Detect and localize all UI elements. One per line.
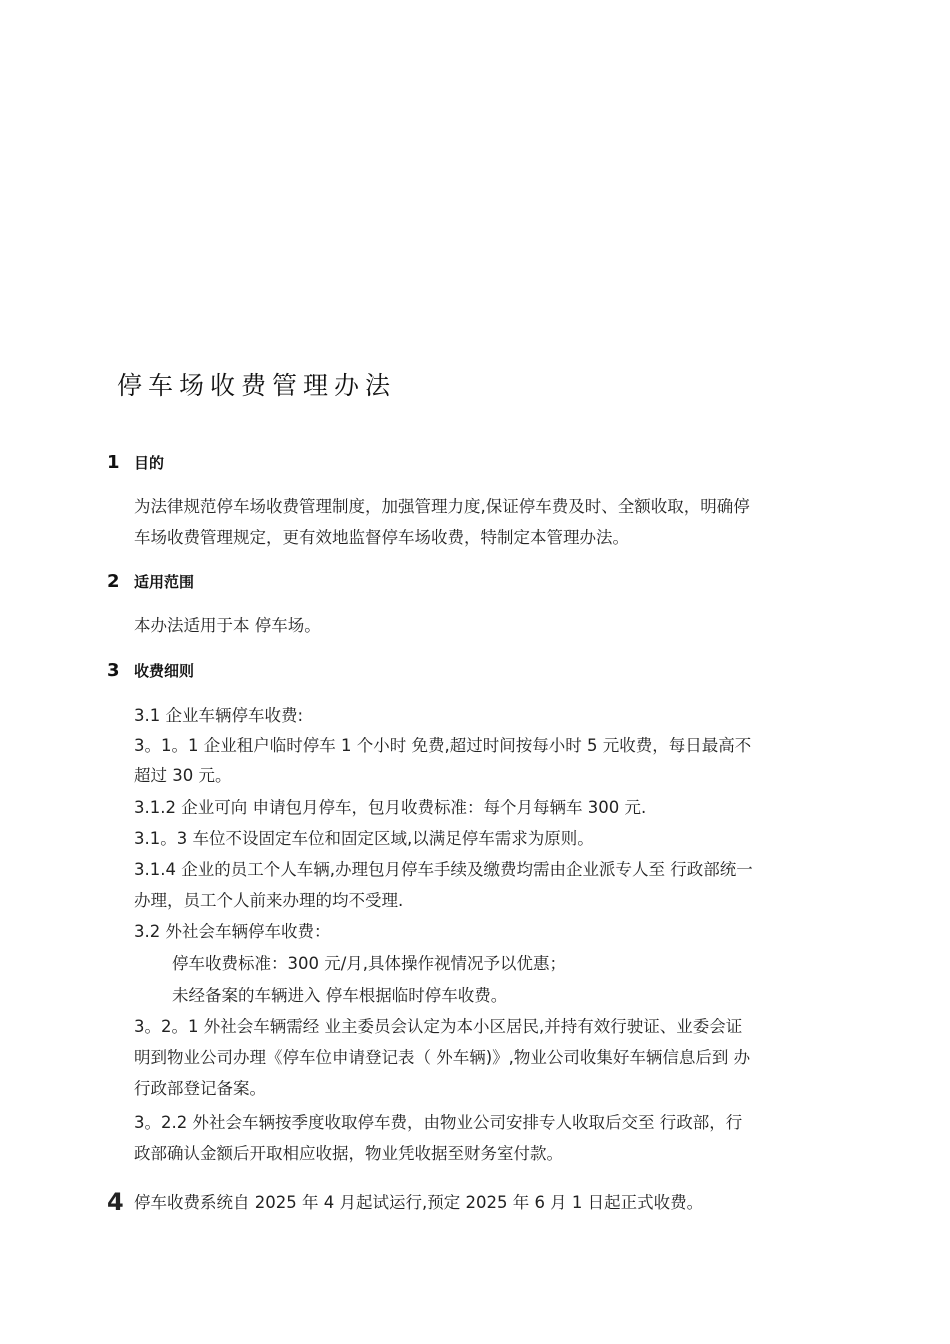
section-4-text: 停车收费系统自 2025 年 4 月起试运行,预定 2025 年 6 月 1 日起正式收费。 [134,1193,704,1212]
section-3-line-11: 3。2。1 外社会车辆需经 业主委员会认定为本小区居民,并持有效行驶证、业委会证 [134,1017,743,1036]
section-3-line-4: 3.1.2 企业可向 申请包月停车，包月收费标准：每个月每辆车 300 元. [134,798,647,817]
section-3-line-3: 超过 30 元。 [134,766,232,785]
section-1-heading [107,452,164,473]
section-title: 适用范围 [134,573,195,591]
section-3-line-12: 明到物业公司办理《停车位申请登记表（ 外车辆)》,物业公司收集好车辆信息后到 办 [134,1048,751,1067]
section-3-line-7: 办理，员工个人前来办理的均不受理. [134,891,404,910]
section-3-line-5: 3.1。3 车位不设固定车位和固定区域,以满足停车需求为原则。 [134,829,594,848]
section-1-line-2: 车场收费管理规定，更有效地监督停车场收费，特制定本管理办法。 [134,528,629,547]
section-3-line-13: 行政部登记备案。 [134,1079,266,1098]
section-number: 3 [107,660,120,681]
section-title: 收费细则 [134,662,195,680]
section-2-line-1: 本办法适用于本 停车场。 [134,616,321,635]
document-title: 停车场收费管理办法 [117,371,397,400]
section-3-line-1: 3.1 企业车辆停车收费: [134,706,304,725]
section-number: 1 [107,452,120,473]
section-title: 目的 [134,454,165,472]
section-4 [107,1188,703,1216]
section-3-line-8: 3.2 外社会车辆停车收费： [134,922,331,941]
section-2-heading [107,571,194,592]
section-3-line-15: 政部确认金额后开取相应收据，物业凭收据至财务室付款。 [134,1144,563,1163]
section-number: 4 [107,1188,124,1216]
section-1-line-1: 为法律规范停车场收费管理制度，加强管理力度,保证停车费及时、全额收取，明确停 [134,497,750,516]
section-3-line-14: 3。2.2 外社会车辆按季度收取停车费，由物业公司安排专人收取后交至 行政部，行 [134,1113,743,1132]
section-3-line-6: 3.1.4 企业的员工个人车辆,办理包月停车手续及缴费均需由企业派专人至 行政部统一 [134,860,753,879]
section-3-line-10: 未经备案的车辆进入 停车根据临时停车收费。 [172,986,508,1005]
section-number: 2 [107,571,120,592]
section-3-line-2: 3。1。1 企业租户临时停车 1 个小时 免费,超过时间按每小时 5 元收费，每日最高不 [134,736,752,755]
section-3-line-9: 停车收费标准：300 元/月,具体操作视情况予以优惠； [172,954,567,973]
section-3-heading [107,660,194,681]
